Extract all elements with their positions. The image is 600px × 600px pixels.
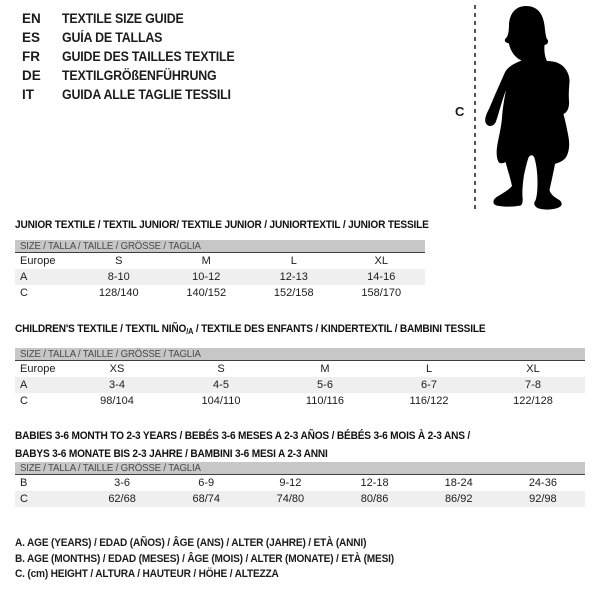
height-cell: 152/158	[273, 287, 314, 299]
junior-size-table	[15, 253, 425, 301]
height-cell: 104/110	[201, 395, 241, 407]
language-row	[22, 47, 250, 66]
language-title: GUIDE DES TAILLES TEXTILE	[62, 49, 235, 64]
height-cell: 116/122	[409, 395, 449, 407]
age-cell: 6-9	[198, 477, 215, 489]
size-cell: XS	[109, 363, 125, 375]
language-code: ES	[22, 30, 41, 45]
row-label: C	[20, 395, 28, 407]
section-babies-title: BABIES 3-6 MONTH TO 2-3 YEARS / BEBÉS 3-6 MESES A 2-3 AÑOS / BÉBÉS 3-6 MOIS À 2-3 ANS / BABYS 3-6 MONATE BIS 2-3 JAHRE / BAMBINI 3-6 MESI A 2-3 ANNI	[15, 430, 471, 460]
age-cell: 5-6	[317, 379, 333, 391]
toddler-silhouette-image	[483, 4, 593, 210]
height-cell: 158/170	[361, 287, 402, 299]
babies-size-table	[15, 475, 585, 507]
language-row	[22, 85, 250, 104]
age-cell: 10-12	[192, 271, 221, 283]
age-cell: 18-24	[444, 477, 473, 489]
size-cell: S	[115, 255, 123, 267]
row-label: Europe	[20, 363, 56, 375]
language-row	[22, 66, 250, 85]
language-title-list	[22, 9, 250, 104]
language-title: GUÍA DE TALLAS	[62, 30, 163, 45]
section-children-table	[15, 348, 585, 409]
age-cell: 12-18	[360, 477, 389, 489]
age-cell: 3-4	[109, 379, 125, 391]
size-cell: S	[217, 363, 225, 375]
row-label: C	[20, 493, 28, 505]
height-measure-label: C	[455, 104, 465, 119]
language-code: EN	[22, 11, 41, 26]
row-label: A	[20, 379, 28, 391]
height-cell: 92/98	[529, 493, 557, 505]
language-title: TEXTILE SIZE GUIDE	[62, 11, 184, 26]
height-cell: 110/116	[305, 395, 345, 407]
height-cell: 62/68	[108, 493, 136, 505]
table-row	[15, 361, 585, 377]
language-row	[22, 9, 250, 28]
row-label: Europe	[20, 255, 56, 267]
age-cell: 24-36	[528, 477, 557, 489]
height-cell: 74/80	[276, 493, 305, 505]
age-cell: 7-8	[525, 379, 541, 391]
age-cell: 14-16	[367, 271, 396, 283]
section-children-title: CHILDREN'S TEXTILE / TEXTIL NIÑO/A / TEXTILE DES ENFANTS / KINDERTEXTIL / BAMBINI TESSILE	[15, 323, 486, 336]
size-header-bar: SIZE / TALLA / TAILLE / GRÖSSE / TAGLIA	[15, 462, 585, 475]
children-size-table	[15, 361, 585, 409]
height-cell: 122/128	[513, 395, 553, 407]
height-cell: 80/86	[360, 493, 389, 505]
age-cell: 3-6	[114, 477, 131, 489]
size-cell: L	[425, 363, 433, 375]
language-code: IT	[22, 87, 34, 102]
table-row	[15, 491, 585, 507]
section-junior-table	[15, 240, 425, 301]
age-cell: 4-5	[213, 379, 229, 391]
table-row	[15, 475, 585, 491]
row-label: C	[20, 287, 28, 299]
table-row	[15, 253, 425, 269]
size-cell: L	[290, 255, 297, 267]
language-title: TEXTILGRÖßENFÜHRUNG	[62, 68, 217, 83]
height-cell: 140/152	[186, 287, 227, 299]
size-cell: XL	[526, 363, 540, 375]
age-cell: 8-10	[107, 271, 130, 283]
language-code: FR	[22, 49, 40, 64]
table-row	[15, 393, 585, 409]
table-row	[15, 269, 425, 285]
section-babies-table	[15, 462, 585, 507]
height-measure-dashed-line	[474, 5, 476, 210]
size-cell: M	[201, 255, 211, 267]
row-label: B	[20, 477, 28, 489]
size-header-bar: SIZE / TALLA / TAILLE / GRÖSSE / TAGLIA	[15, 348, 585, 361]
table-row	[15, 285, 425, 301]
language-title: GUIDA ALLE TAGLIE TESSILI	[62, 87, 231, 102]
table-row	[15, 377, 585, 393]
row-label: A	[20, 271, 28, 283]
age-cell: 9-12	[279, 477, 302, 489]
size-header-bar: SIZE / TALLA / TAILLE / GRÖSSE / TAGLIA	[15, 240, 425, 253]
height-cell: 86/92	[444, 493, 473, 505]
height-cell: 68/74	[192, 493, 220, 505]
footnote-height-cm: C. (cm) HEIGHT / ALTURA / HAUTEUR / HÖHE / ALTEZZA	[15, 568, 279, 580]
age-cell: 12-13	[279, 271, 308, 283]
language-row	[22, 28, 250, 47]
section-junior-title: JUNIOR TEXTILE / TEXTIL JUNIOR/ TEXTILE JUNIOR / JUNIORTEXTIL / JUNIOR TESSILE	[15, 219, 429, 231]
footnote-age-years: A. AGE (YEARS) / EDAD (AÑOS) / ÂGE (ANS) / ALTER (JAHRE) / ETÀ (ANNI)	[15, 537, 367, 549]
age-cell: 6-7	[421, 379, 437, 391]
legend-footnotes	[15, 536, 427, 583]
footnote-age-months: B. AGE (MONTHS) / EDAD (MESES) / ÂGE (MOIS) / ALTER (MONATE) / ETÀ (MESI)	[15, 552, 394, 565]
size-cell: XL	[374, 255, 388, 267]
height-cell: 128/140	[98, 287, 139, 299]
language-code: DE	[22, 68, 41, 83]
size-cell: M	[320, 363, 330, 375]
height-cell: 98/104	[100, 395, 134, 407]
